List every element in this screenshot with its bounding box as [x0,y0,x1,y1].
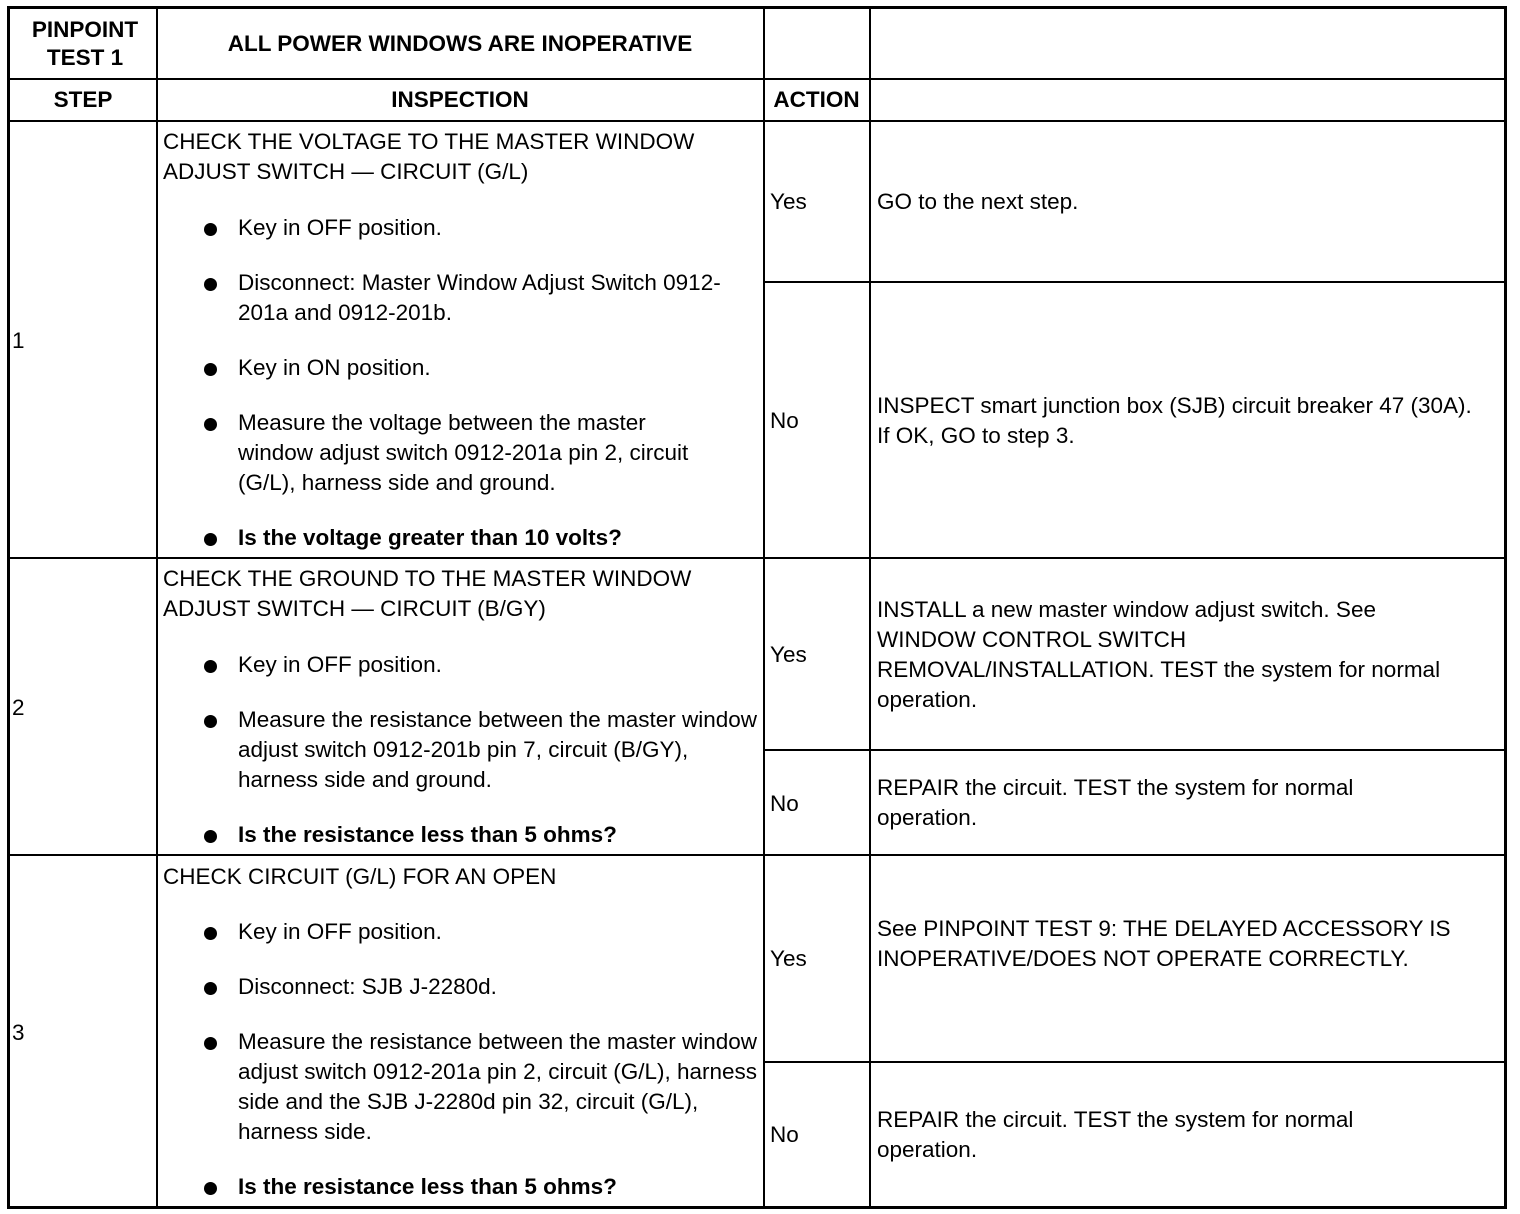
step-number: 3 [12,1020,25,1045]
bullet-icon [204,927,217,940]
action-answer: No [770,791,799,816]
action-answer: Yes [770,946,807,971]
list-item-question: Is the resistance less than 5 ohms? [204,1172,764,1202]
list-item: Disconnect: Master Window Adjust Switch 0912-201a and 0912-201b. [204,268,764,328]
list-item: Key in OFF position. [204,917,764,947]
bullet-icon [204,363,217,376]
list-item: Measure the resistance between the master window adjust switch 0912-201a pin 2, circuit (G/L), harness side and the SJB J-2280d pin 32, circuit (G/L), harness side. [204,1027,764,1147]
list-item-question: Is the voltage greater than 10 volts? [204,523,764,553]
column-divider [869,6,871,1209]
pinpoint-test-label: PINPOINT TEST 1 [31,17,139,70]
bullet-icon [204,1182,217,1195]
step-number: 2 [12,695,25,720]
action-result: REPAIR the circuit. TEST the system for normal operation. [877,1107,1354,1162]
table-title: ALL POWER WINDOWS ARE INOPERATIVE [227,31,693,56]
step-title: CHECK THE VOLTAGE TO THE MASTER WINDOW ADJUST SWITCH — CIRCUIT (G/L) [163,129,695,184]
action-result: INSPECT smart junction box (SJB) circuit breaker 47 (30A). If OK, GO to step 3. [877,393,1472,448]
row-divider [7,120,1507,122]
list-item: Key in OFF position. [204,650,764,680]
action-result: See PINPOINT TEST 9: THE DELAYED ACCESSORY IS INOPERATIVE/DOES NOT OPERATE CORRECTLY. [877,916,1451,971]
column-header-step: STEP [53,87,113,112]
bullet-icon [204,223,217,236]
action-answer: Yes [770,189,807,214]
step-number: 1 [12,328,25,353]
list-item: Measure the voltage between the master window adjust switch 0912-201a pin 2, circuit (G/L), harness side and ground. [204,408,764,498]
list-item-question: Is the resistance less than 5 ohms? [204,820,764,850]
action-result: REPAIR the circuit. TEST the system for normal operation. [877,775,1354,830]
list-item: Key in OFF position. [204,213,764,243]
list-item: Measure the resistance between the master window adjust switch 0912-201b pin 7, circuit (B/GY), harness side and ground. [204,705,764,795]
action-answer: No [770,1122,799,1147]
bullet-icon [204,982,217,995]
list-item: Disconnect: SJB J-2280d. [204,972,764,1002]
bullet-icon [204,418,217,431]
bullet-icon [204,830,217,843]
action-result: GO to the next step. [877,189,1079,214]
action-divider [763,1061,1507,1063]
bullet-icon [204,533,217,546]
step-title: CHECK THE GROUND TO THE MASTER WINDOW ADJUST SWITCH — CIRCUIT (B/GY) [163,566,692,621]
row-divider [7,854,1507,856]
bullet-icon [204,1037,217,1050]
action-divider [763,749,1507,751]
action-divider [763,281,1507,283]
bullet-icon [204,278,217,291]
column-header-inspection: INSPECTION [391,87,529,112]
row-divider [7,557,1507,559]
action-answer: No [770,408,799,433]
step-title: CHECK CIRCUIT (G/L) FOR AN OPEN [163,864,557,889]
bullet-icon [204,715,217,728]
column-header-action: ACTION [773,87,860,112]
column-divider [156,6,158,1209]
action-result: INSTALL a new master window adjust switch. See WINDOW CONTROL SWITCH REMOVAL/INSTALLATION. TEST the system for normal operation. [877,597,1441,712]
list-item: Key in ON position. [204,353,764,383]
bullet-icon [204,660,217,673]
action-answer: Yes [770,642,807,667]
